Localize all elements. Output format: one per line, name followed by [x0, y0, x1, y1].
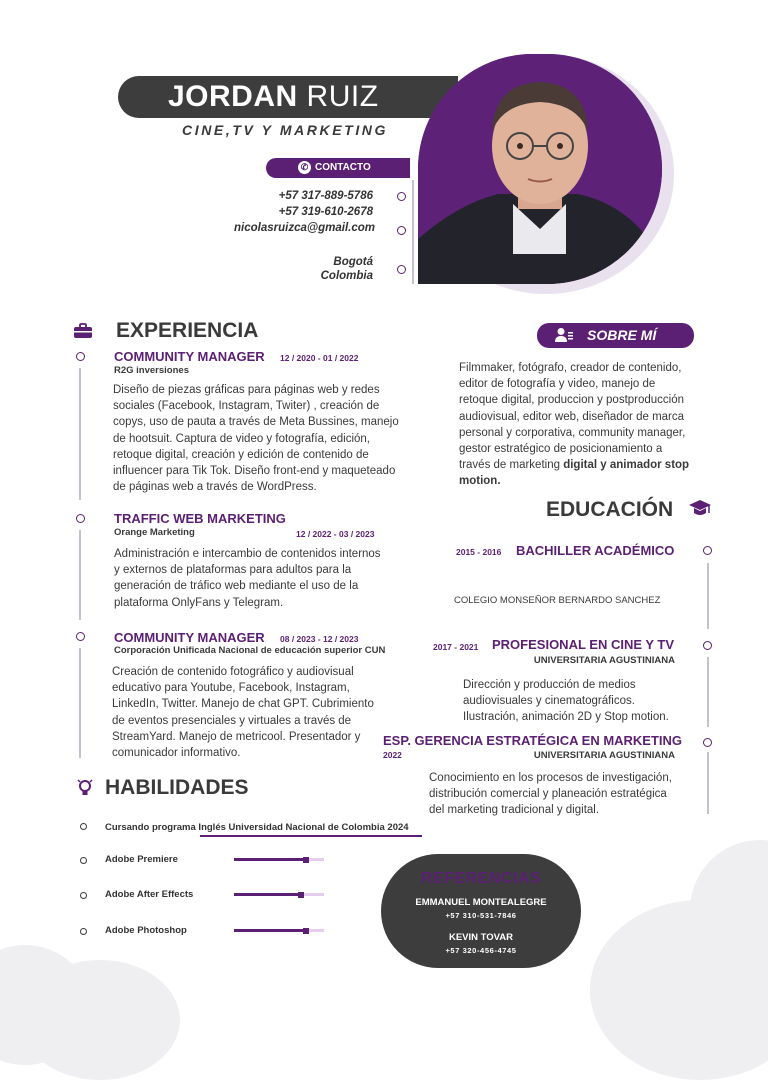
experience-org: Corporación Unificada Nacional de educación superior CUN	[114, 645, 386, 656]
profile-photo	[418, 54, 662, 284]
skill-bullet	[80, 857, 87, 864]
first-name: JORDAN	[168, 80, 298, 113]
skill-bar-knob	[303, 928, 309, 934]
experience-dates: 12 / 2022 - 03 / 2023	[296, 529, 375, 539]
experience-org: Orange Marketing	[114, 527, 195, 538]
lightbulb-icon	[77, 778, 93, 803]
experience-description: Creación de contenido fotográfico y audiovisual educativo para Youtube, Facebook, Instagram, LinkedIn, Twitter. Manejo de chat GPT. Cubrimiento de eventos presenciales y virtuales a través de StreamYard. Manejo de metricool. Presentador y comunicador informativo.	[112, 666, 374, 760]
skill-bullet	[80, 928, 87, 935]
skill-bullet	[80, 892, 87, 899]
country: Colombia	[320, 270, 373, 282]
experience-dates: 12 / 2020 - 01 / 2022	[280, 353, 359, 363]
education-timeline	[707, 657, 709, 727]
skill-bar-fill	[234, 929, 306, 932]
skill-after-effects: Adobe After Effects	[105, 889, 194, 900]
about-heading	[537, 323, 694, 348]
contact-bullet	[397, 192, 406, 201]
skills-heading: HABILIDADES	[105, 776, 249, 799]
education-description: Conocimiento en los procesos de investigación, distribución comercial y planeación estratégica del marketing tradicional y digital.	[429, 772, 672, 817]
contact-divider	[412, 180, 414, 284]
education-bullet	[703, 546, 712, 555]
education-years: 2022	[383, 750, 402, 760]
education-school: COLEGIO MONSEÑOR BERNARDO SANCHEZ	[454, 595, 661, 606]
education-school: UNIVERSITARIA AGUSTINIANA	[533, 750, 675, 761]
experience-heading: EXPERIENCIA	[116, 319, 259, 342]
education-years: 2015 - 2016	[456, 547, 502, 557]
profession-subtitle: CINE,TV Y MARKETING	[182, 122, 389, 138]
experience-role: COMMUNITY MANAGER	[114, 630, 265, 645]
skill-bar-fill	[234, 893, 301, 896]
education-timeline	[707, 752, 709, 814]
experience-timeline	[79, 648, 81, 758]
experience-bullet	[76, 352, 85, 361]
portrait-illustration	[418, 54, 662, 284]
skill-bar-knob	[298, 892, 304, 898]
reference-phone[interactable]: +57 310-531-7846	[445, 911, 517, 920]
education-heading: EDUCACIÓN	[546, 498, 674, 521]
references-box	[381, 854, 581, 968]
experience-timeline	[79, 368, 81, 500]
phone-1[interactable]: +57 317-889-5786	[278, 190, 373, 202]
skill-premiere: Adobe Premiere	[105, 854, 178, 865]
background-cloud	[20, 960, 180, 1080]
skill-bullet	[80, 823, 87, 830]
education-bullet	[703, 641, 712, 650]
graduation-cap-icon	[689, 499, 711, 524]
skill-bar-fill	[234, 858, 306, 861]
reference-phone[interactable]: +57 320-456-4745	[445, 946, 517, 955]
about-text	[459, 360, 694, 490]
experience-bullet	[76, 514, 85, 523]
experience-role: COMMUNITY MANAGER	[114, 349, 265, 364]
skill-photoshop: Adobe Photoshop	[105, 925, 187, 936]
education-school: UNIVERSITARIA AGUSTINIANA	[533, 655, 675, 666]
reference-name: EMMANUEL MONTEALEGRE	[415, 897, 547, 908]
phone-2[interactable]: +57 319-610-2678	[278, 206, 373, 218]
phone-icon: ✆	[298, 161, 311, 174]
skill-english: Cursando programa Inglés Universidad Nacional de Colombia 2024	[105, 822, 409, 833]
briefcase-icon	[73, 323, 93, 344]
about-heading-text: SOBRE MÍ	[587, 327, 657, 343]
city: Bogotá	[333, 256, 373, 268]
experience-dates: 08 / 2023 - 12 / 2023	[280, 634, 359, 644]
user-icon	[555, 327, 573, 346]
experience-org: R2G inversiones	[114, 365, 189, 376]
experience-description: Administración e intercambio de contenidos internos y externos de plataformas para adultos para la generación de tráfico web mediante el uso de la plataforma OnlyFans y Telegram.	[114, 548, 381, 609]
experience-role: TRAFFIC WEB MARKETING	[114, 511, 286, 526]
skill-bar-knob	[303, 857, 309, 863]
contact-label	[266, 158, 410, 178]
contact-bullet	[397, 265, 406, 274]
about-text-bold: digital y animador stop motion.	[459, 459, 690, 488]
full-name	[168, 80, 379, 114]
contact-label-text: CONTACTO	[315, 162, 371, 173]
skill-english-underline	[200, 835, 422, 837]
email[interactable]: nicolasruizca@gmail.com	[234, 222, 375, 234]
contact-bullet	[397, 226, 406, 235]
education-bullet	[703, 738, 712, 747]
last-name: RUIZ	[306, 80, 379, 113]
references-heading: REFERENCIAS	[420, 870, 542, 887]
experience-bullet	[76, 632, 85, 641]
education-years: 2017 - 2021	[433, 642, 479, 652]
education-description: Dirección y producción de medios audiovisuales y cinematográficos. Ilustración, animación 2D y Stop motion.	[463, 679, 669, 724]
education-timeline	[707, 563, 709, 629]
education-degree: BACHILLER ACADÉMICO	[516, 543, 675, 558]
reference-name: KEVIN TOVAR	[448, 932, 514, 943]
education-degree: PROFESIONAL EN CINE Y TV	[492, 637, 675, 652]
experience-timeline	[79, 530, 81, 620]
experience-description: Diseño de piezas gráficas para páginas web y redes sociales (Facebook, Instagram, Twiter) , creación de copys, uso de pauta a través de Meta Bussines, manejo de hootsuit. Captura de video y fotografía, edición, retoque digital, creación y edición de contenido de influencer para Tik Tok. Diseño front-end y maquetеado de páginas web a través de WordPress.	[113, 384, 399, 494]
about-text-body: Filmmaker, fotógrafo, creador de contenido, editor de fotografía y video, manejo de retoque digital, produccion y postproducción audiovisual, editor web, diseñador de marca personal y corporativa, community manager, gestor estratégico de posicionamiento a través de marketing	[459, 362, 686, 472]
education-degree: ESP. GERENCIA ESTRATÉGICA EN MARKETING	[383, 733, 683, 748]
